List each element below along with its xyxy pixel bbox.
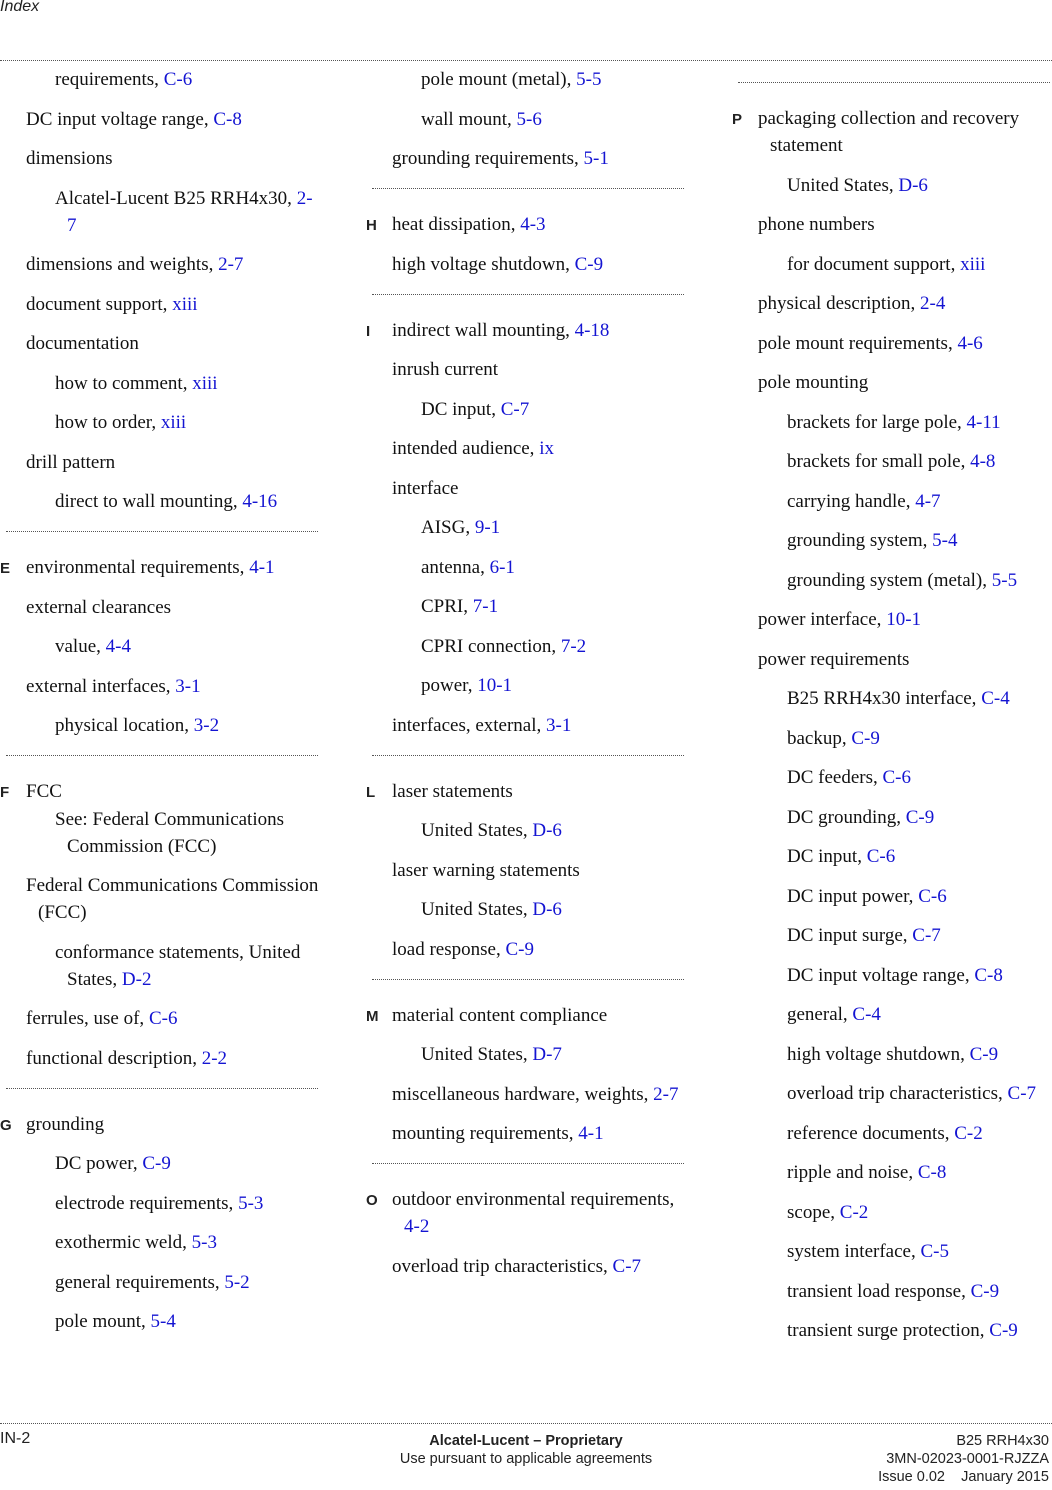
- footer-issue: Issue 0.02 January 2015: [878, 1469, 1049, 1485]
- index-subentry: [0, 1308, 320, 1335]
- index-subentry: [0, 185, 320, 239]
- section-letter: H: [366, 217, 377, 234]
- header-rule: [0, 60, 1052, 61]
- entry-text: B25 RRH4x30 interface,: [787, 688, 982, 709]
- page-reference-link[interactable]: C-9: [989, 1320, 1018, 1341]
- index-entry: [0, 291, 320, 318]
- index-entry: [0, 673, 320, 700]
- page-reference-link[interactable]: C-4: [981, 688, 1010, 709]
- entry-text: documentation: [26, 333, 139, 354]
- entry-text: direct to wall mounting,: [55, 491, 243, 512]
- page-reference-link[interactable]: 4-7: [915, 490, 941, 512]
- section-letter: L: [366, 783, 376, 801]
- index-entry: [366, 857, 686, 884]
- index-entry: [366, 317, 686, 344]
- entry-text: miscellaneous hardware, weights,: [392, 1083, 654, 1105]
- page-reference-link[interactable]: C-7: [912, 925, 941, 946]
- section-letter: M: [366, 1007, 379, 1025]
- footer-rule: [0, 1423, 1052, 1424]
- page-reference-link[interactable]: 5-1: [583, 148, 609, 169]
- index-subentry: [732, 764, 1052, 791]
- index-entry: [366, 211, 686, 238]
- entry-text: DC power,: [55, 1153, 143, 1174]
- index-subentry: [732, 448, 1052, 475]
- index-subentry: [366, 396, 686, 423]
- index-subentry: [0, 712, 320, 739]
- entry-text: requirements,: [55, 69, 164, 90]
- entry-text: material content compliance: [392, 1004, 608, 1026]
- index-subentry: [732, 1317, 1052, 1344]
- page-reference-link[interactable]: 2-2: [201, 1047, 228, 1069]
- entry-text: general,: [787, 1004, 853, 1025]
- page-reference-link[interactable]: xiii: [192, 372, 218, 394]
- index-subentry: [732, 488, 1052, 515]
- index-subentry: [0, 633, 320, 660]
- index-subentry: [732, 685, 1052, 712]
- page-reference-link[interactable]: C-6: [866, 846, 896, 867]
- entry-text: environmental requirements,: [26, 557, 250, 578]
- index-subentry: [732, 1120, 1052, 1147]
- entry-text: power,: [421, 675, 478, 696]
- entry-text: DC input surge,: [787, 925, 913, 946]
- index-entry: [732, 211, 1052, 238]
- entry-text: electrode requirements,: [55, 1192, 239, 1214]
- section-separator: [6, 531, 318, 532]
- entry-text: general requirements,: [55, 1271, 225, 1293]
- page-reference-link[interactable]: 5-4: [932, 530, 958, 551]
- footer-proprietary: Alcatel-Lucent – Proprietary: [429, 1433, 623, 1449]
- footer-center: [326, 1432, 726, 1468]
- page-reference-link[interactable]: 10-1: [886, 609, 922, 630]
- page-reference-link[interactable]: C-6: [882, 767, 911, 788]
- index-subentry: [732, 567, 1052, 594]
- index-entry: [0, 554, 320, 581]
- entry-text: grounding system,: [787, 530, 933, 551]
- index-subentry: [0, 1229, 320, 1256]
- entry-text: pole mount,: [55, 1311, 151, 1332]
- footer-page-number: IN-2: [0, 1430, 31, 1447]
- page-reference-link[interactable]: C-5: [920, 1241, 949, 1262]
- index-subentry: [732, 1278, 1052, 1305]
- entry-text: carrying handle,: [787, 490, 916, 512]
- page-reference-link[interactable]: 4-11: [966, 411, 1001, 433]
- index-entry: [366, 435, 686, 462]
- page-reference-link[interactable]: C-6: [163, 69, 193, 90]
- section-letter: F: [0, 784, 10, 801]
- index-subentry: [732, 883, 1052, 910]
- index-entry: [366, 778, 686, 805]
- page-reference-link[interactable]: 4-8: [970, 451, 996, 472]
- index-subentry: [0, 409, 320, 436]
- entry-text: laser statements: [392, 780, 513, 802]
- entry-text: backup,: [787, 727, 852, 749]
- index-subentry: [0, 1269, 320, 1296]
- index-subentry: [732, 1080, 1052, 1107]
- page-reference-link[interactable]: 3-1: [546, 714, 572, 736]
- index-subentry: [732, 1238, 1052, 1265]
- page-reference-link[interactable]: 5-6: [516, 108, 542, 130]
- entry-text: grounding: [26, 1113, 105, 1135]
- entry-text: interface: [392, 477, 459, 499]
- index-column-1: [0, 66, 320, 1348]
- index-subentry: [732, 409, 1052, 436]
- index-subentry: [366, 672, 686, 699]
- index-entry: [0, 145, 320, 172]
- index-entry: [366, 936, 686, 963]
- entry-text: DC grounding,: [787, 806, 906, 828]
- index-entry: [732, 369, 1052, 396]
- index-entry: [366, 475, 686, 502]
- index-entry: [366, 251, 686, 278]
- entry-text: packaging collection and recovery statement: [758, 108, 1020, 156]
- entry-text: DC input voltage range,: [26, 108, 214, 130]
- index-column-2: [366, 66, 686, 1292]
- index-entry: [366, 1120, 686, 1147]
- section-letter: E: [0, 560, 11, 577]
- entry-text: grounding requirements,: [392, 148, 584, 169]
- entry-text: FCC: [26, 781, 62, 802]
- page-reference-link[interactable]: D-6: [898, 174, 928, 196]
- entry-text: Alcatel-Lucent B25 RRH4x30,: [55, 187, 297, 209]
- index-subentry: [732, 922, 1052, 949]
- entry-text: how to comment,: [55, 372, 193, 394]
- section-separator: [738, 82, 1050, 83]
- footer-doc-number: 3MN-02023-0001-RJZZA: [886, 1451, 1049, 1467]
- index-subentry: [0, 939, 320, 993]
- entry-text: CPRI,: [421, 596, 473, 617]
- entry-text: functional description,: [26, 1047, 202, 1069]
- entry-text: brackets for small pole,: [787, 451, 971, 472]
- entry-text: DC input voltage range,: [787, 964, 975, 986]
- index-entry: [0, 251, 320, 278]
- entry-text: conformance statements, United States,: [55, 941, 301, 990]
- entry-text: intended audience,: [392, 438, 540, 459]
- index-entry: [0, 106, 320, 133]
- index-subentry: [732, 251, 1052, 278]
- entry-text: interfaces, external,: [392, 714, 547, 736]
- page-reference-link[interactable]: xiii: [960, 253, 986, 275]
- entry-text: for document support,: [787, 253, 961, 275]
- page-reference-link[interactable]: C-2: [839, 1201, 869, 1223]
- index-subentry: [366, 554, 686, 581]
- page-reference-link[interactable]: C-6: [148, 1008, 178, 1029]
- index-entry: [732, 290, 1052, 317]
- page-reference-link[interactable]: 3-2: [193, 715, 220, 736]
- page-reference-link[interactable]: C-9: [574, 253, 604, 275]
- page-reference-link[interactable]: C-9: [142, 1153, 171, 1174]
- entry-text: external clearances: [26, 596, 172, 618]
- entry-text: physical description,: [758, 293, 920, 314]
- index-subentry: [0, 1150, 320, 1177]
- page-reference-link[interactable]: 5-5: [576, 69, 602, 90]
- footer-product: B25 RRH4x30: [956, 1433, 1049, 1449]
- page-reference-link[interactable]: 4-16: [242, 491, 278, 512]
- index-subentry: [732, 962, 1052, 989]
- page-reference-link[interactable]: C-8: [974, 964, 1003, 986]
- entry-text: United States,: [421, 1044, 533, 1065]
- index-subentry: [732, 725, 1052, 752]
- index-subentry: [732, 172, 1052, 199]
- section-separator: [372, 1163, 684, 1164]
- page-reference-link[interactable]: C-7: [612, 1255, 642, 1277]
- index-subentry: [0, 370, 320, 397]
- page-reference-link[interactable]: 7-2: [560, 635, 587, 657]
- page-reference-link[interactable]: 4-6: [957, 332, 983, 354]
- page-reference-link[interactable]: 5-4: [150, 1311, 176, 1332]
- index-entry: [0, 594, 320, 621]
- index-subentry: [366, 514, 686, 541]
- entry-text: transient surge protection,: [787, 1320, 990, 1341]
- index-entry: [0, 778, 320, 805]
- page-reference-link[interactable]: 5-3: [238, 1192, 264, 1214]
- entry-text: DC feeders,: [787, 767, 883, 788]
- page-reference-link[interactable]: C-4: [852, 1004, 881, 1025]
- entry-text: Federal Communications Commission (FCC): [26, 875, 319, 923]
- entry-text: physical location,: [55, 715, 194, 736]
- index-entry: [366, 1002, 686, 1029]
- entry-text: high voltage shutdown,: [787, 1043, 970, 1065]
- page-reference-link[interactable]: D-7: [532, 1044, 562, 1065]
- page-reference-link[interactable]: 5-5: [991, 569, 1018, 591]
- index-subentry: [732, 1159, 1052, 1186]
- entry-text: ferrules, use of,: [26, 1008, 149, 1029]
- index-entry: [366, 1253, 686, 1280]
- page-reference-link[interactable]: 3-1: [175, 675, 201, 697]
- entry-text: grounding system (metal),: [787, 569, 992, 591]
- page-reference-link[interactable]: 2-7: [218, 254, 244, 275]
- page-reference-link[interactable]: 4-1: [578, 1123, 604, 1144]
- index-subentry: [732, 843, 1052, 870]
- entry-text: United States,: [421, 899, 533, 920]
- entry-text: reference documents,: [787, 1122, 955, 1144]
- page-reference-link[interactable]: C-8: [213, 108, 242, 130]
- page-reference-link[interactable]: C-9: [851, 727, 880, 749]
- entry-text: document support,: [26, 293, 173, 315]
- page-reference-link[interactable]: C-8: [917, 1162, 947, 1183]
- index-subentry: [366, 896, 686, 923]
- entry-text: exothermic weld,: [55, 1232, 192, 1253]
- entry-text: inrush current: [392, 359, 499, 380]
- page-reference-link[interactable]: C-7: [1007, 1083, 1037, 1104]
- index-entry: [366, 1081, 686, 1108]
- index-entry: [732, 646, 1052, 673]
- section-separator: [372, 188, 684, 189]
- entry-text: United States,: [787, 174, 899, 196]
- index-entry: [0, 330, 320, 357]
- index-subentry: [366, 633, 686, 660]
- page-reference-link[interactable]: 4-1: [249, 557, 275, 578]
- entry-text: load response,: [392, 938, 506, 960]
- entry-text: antenna,: [421, 556, 490, 578]
- page-reference-link[interactable]: 4-18: [574, 319, 610, 341]
- section-separator: [6, 755, 318, 756]
- entry-text: wall mount,: [421, 108, 517, 130]
- page-reference-link[interactable]: C-9: [970, 1280, 1000, 1302]
- index-subentry: [0, 1190, 320, 1217]
- entry-text: heat dissipation,: [392, 214, 521, 235]
- entry-text: ripple and noise,: [787, 1162, 918, 1183]
- index-subentry: [366, 106, 686, 133]
- index-subentry: [0, 806, 320, 860]
- section-separator: [6, 1088, 318, 1089]
- index-subentry: [366, 1041, 686, 1068]
- entry-text: dimensions: [26, 148, 113, 169]
- entry-text: power interface,: [758, 609, 887, 630]
- entry-text: how to order,: [55, 412, 161, 433]
- index-subentry: [0, 488, 320, 515]
- page-reference-link[interactable]: 9-1: [474, 517, 501, 538]
- section-letter: G: [0, 1116, 12, 1134]
- entry-text: high voltage shutdown,: [392, 253, 575, 275]
- index-subentry: [732, 1001, 1052, 1028]
- entry-text: external interfaces,: [26, 675, 176, 697]
- entry-text: mounting requirements,: [392, 1123, 579, 1144]
- entry-text: outdoor environmental requirements,: [392, 1189, 675, 1210]
- index-subentry: [732, 1041, 1052, 1068]
- page-reference-link[interactable]: 5-2: [224, 1271, 250, 1293]
- index-entry: [366, 1186, 686, 1240]
- entry-text: pole mount (metal),: [421, 69, 577, 90]
- footer-agreement: Use pursuant to applicable agreements: [399, 1451, 653, 1467]
- index-entry: [366, 712, 686, 739]
- page-reference-link[interactable]: C-9: [505, 938, 534, 960]
- page-header-title: Index: [0, 0, 40, 15]
- entry-text: pole mount requirements,: [758, 332, 958, 354]
- page-reference-link[interactable]: D-2: [121, 968, 152, 990]
- entry-text: dimensions and weights,: [26, 254, 219, 275]
- index-entry: [732, 606, 1052, 633]
- section-separator: [372, 294, 684, 295]
- index-subentry: [366, 593, 686, 620]
- section-separator: [372, 755, 684, 756]
- index-entry: [366, 356, 686, 383]
- index-entry: [366, 145, 686, 172]
- index-entry: [0, 872, 320, 926]
- page-reference-link[interactable]: 7-1: [472, 596, 499, 617]
- entry-text: scope,: [787, 1201, 840, 1223]
- section-letter: I: [366, 322, 371, 340]
- entry-text: See: Federal Communications Commission (FCC): [55, 808, 285, 857]
- page-reference-link[interactable]: xiii: [172, 293, 198, 315]
- page-reference-link[interactable]: C-9: [905, 806, 935, 828]
- page-reference-link[interactable]: C-9: [969, 1043, 999, 1065]
- index-subentry: [732, 1199, 1052, 1226]
- section-separator: [372, 979, 684, 980]
- entry-text: CPRI connection,: [421, 635, 561, 657]
- page-reference-link[interactable]: D-6: [532, 820, 562, 841]
- index-entry: [0, 1111, 320, 1138]
- page-reference-link[interactable]: ix: [539, 438, 554, 459]
- entry-text: DC input power,: [787, 885, 919, 907]
- page-reference-link[interactable]: 6-1: [489, 556, 515, 578]
- page-reference-link[interactable]: xiii: [160, 412, 187, 433]
- page-reference-link[interactable]: C-7: [500, 398, 530, 420]
- page-reference-link[interactable]: 10-1: [477, 675, 513, 696]
- index-entry: [732, 105, 1052, 159]
- index-subentry: [732, 804, 1052, 831]
- index-subentry: [732, 527, 1052, 554]
- entry-text: phone numbers: [758, 214, 875, 235]
- entry-text: value,: [55, 636, 106, 657]
- entry-text: overload trip characteristics,: [392, 1255, 613, 1277]
- index-entry: [0, 1005, 320, 1032]
- page-reference-link[interactable]: C-6: [918, 885, 947, 907]
- entry-text: DC input,: [787, 846, 867, 867]
- section-letter: P: [732, 111, 743, 128]
- entry-text: transient load response,: [787, 1280, 971, 1302]
- entry-text: pole mounting: [758, 372, 869, 393]
- page-reference-link[interactable]: 5-3: [191, 1232, 217, 1253]
- entry-text: laser warning statements: [392, 859, 580, 881]
- page-reference-link[interactable]: 2-7: [653, 1083, 679, 1105]
- index-entry: [0, 1045, 320, 1072]
- page-reference-link[interactable]: 2-4: [920, 293, 946, 314]
- page-reference-link[interactable]: 4-2: [404, 1216, 430, 1237]
- page-reference-link[interactable]: 2-7: [67, 187, 313, 236]
- entry-text: overload trip characteristics,: [787, 1083, 1008, 1104]
- index-subentry: [366, 817, 686, 844]
- footer-right: [878, 1432, 1049, 1486]
- entry-text: brackets for large pole,: [787, 411, 967, 433]
- page-reference-link[interactable]: C-2: [954, 1122, 983, 1144]
- index-entry: [732, 330, 1052, 357]
- entry-text: United States,: [421, 820, 533, 841]
- page-reference-link[interactable]: 4-4: [105, 636, 131, 657]
- index-column-3: [732, 66, 1052, 1357]
- entry-text: power requirements: [758, 648, 910, 670]
- index-entry: [0, 449, 320, 476]
- page-reference-link[interactable]: 4-3: [520, 214, 546, 235]
- entry-text: indirect wall mounting,: [392, 319, 575, 341]
- entry-text: drill pattern: [26, 451, 116, 473]
- entry-text: DC input,: [421, 398, 501, 420]
- index-subentry: [0, 66, 320, 93]
- section-letter: O: [366, 1192, 378, 1209]
- page-reference-link[interactable]: D-6: [532, 899, 562, 920]
- index-subentry: [366, 66, 686, 93]
- entry-text: AISG,: [421, 517, 475, 538]
- entry-text: system interface,: [787, 1241, 921, 1262]
